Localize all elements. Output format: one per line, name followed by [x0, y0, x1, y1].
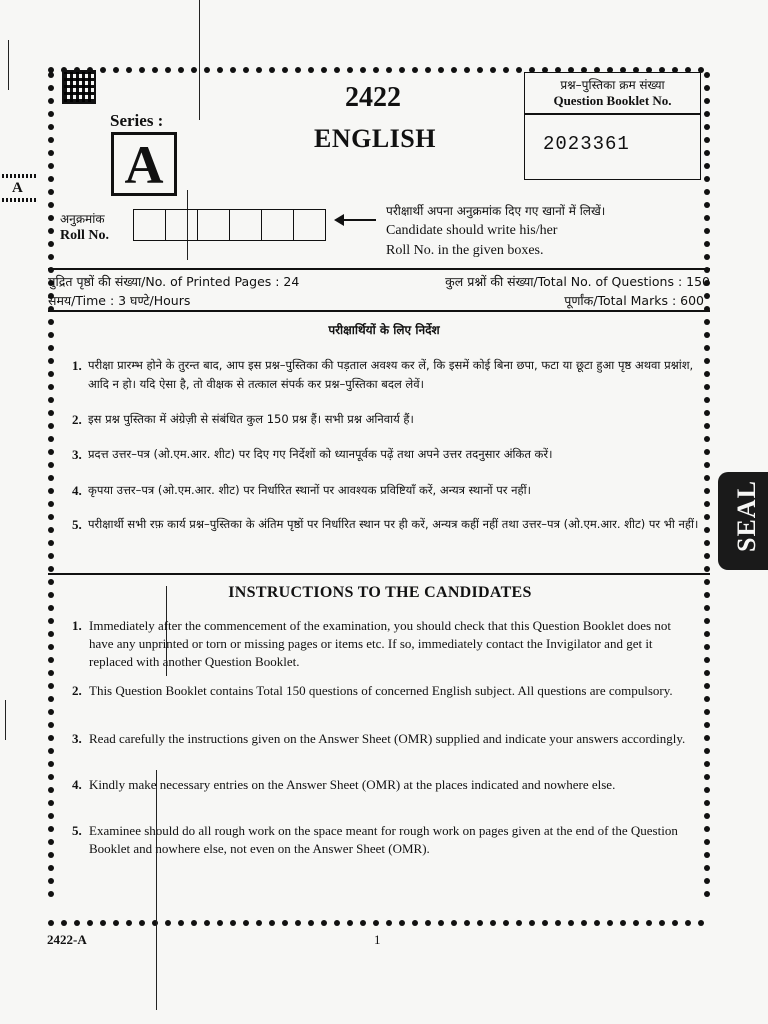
border-dot	[704, 111, 710, 117]
border-dot	[126, 920, 132, 926]
english-instruction-4: 4. Kindly make necessary entries on the Answer Sheet (OMR) at the places indicated and nowhere else.	[72, 777, 616, 792]
border-dot	[230, 67, 236, 73]
border-dot	[48, 137, 54, 143]
side-series-badge	[0, 174, 40, 206]
border-dot	[48, 436, 54, 442]
border-dot	[178, 920, 184, 926]
border-dot	[321, 920, 327, 926]
border-dot	[48, 709, 54, 715]
footer-code: 2422-A	[47, 932, 87, 947]
border-dot	[334, 920, 340, 926]
border-dot	[48, 787, 54, 793]
border-dot	[204, 67, 210, 73]
border-dot	[594, 920, 600, 926]
border-dot	[48, 228, 54, 234]
border-dot	[704, 891, 710, 897]
english-instruction-1: 1. Immediately after the commencement of the examination, you should check that this Question Booklet does not have any unprinted or torn or missing pages or items etc. If so, immediately contact the Invigilator and get it replaced with another Question Booklet.	[72, 618, 671, 669]
border-dot	[48, 631, 54, 637]
border-dot	[48, 527, 54, 533]
border-dot	[217, 920, 223, 926]
border-dot	[113, 67, 119, 73]
border-dot	[48, 371, 54, 377]
border-dot	[48, 878, 54, 884]
border-dot	[308, 67, 314, 73]
border-dot	[152, 67, 158, 73]
border-dot	[48, 345, 54, 351]
border-dot	[490, 67, 496, 73]
border-dot	[503, 920, 509, 926]
fold-line	[5, 700, 6, 740]
border-dot	[646, 920, 652, 926]
border-dot	[165, 67, 171, 73]
english-instruction-5: 5. Examinee should do all rough work on the space meant for rough work on pages given at the end of the Question Booklet and nowhere else, not even on the Answer Sheet (OMR).	[72, 823, 678, 856]
border-dot	[48, 553, 54, 559]
border-dot	[48, 475, 54, 481]
border-dot	[704, 202, 710, 208]
border-dot	[607, 920, 613, 926]
border-dot	[704, 501, 710, 507]
border-dot	[704, 683, 710, 689]
border-dot	[704, 813, 710, 819]
border-dot	[360, 67, 366, 73]
border-dot	[438, 67, 444, 73]
border-dot	[360, 920, 366, 926]
seal-label: SEAL	[732, 480, 761, 552]
border-dot	[113, 920, 119, 926]
border-dot	[48, 85, 54, 91]
border-dot	[48, 774, 54, 780]
border-dot	[217, 67, 223, 73]
exam-time: समय/Time : 3 घण्टे/Hours	[48, 293, 191, 308]
border-dot	[48, 605, 54, 611]
border-dot	[256, 920, 262, 926]
border-dot	[399, 920, 405, 926]
border-dot	[704, 215, 710, 221]
border-dot	[48, 163, 54, 169]
border-dot	[48, 826, 54, 832]
border-dot	[48, 540, 54, 546]
border-dot	[48, 891, 54, 897]
hindi-instruction-2: 2. इस प्रश्न पुस्तिका में अंग्रेज़ी से संबंधित कुल 150 प्रश्न हैं। सभी प्रश्न अनिवार्य हैं।	[72, 412, 414, 427]
border-dot	[704, 293, 710, 299]
border-dot	[373, 67, 379, 73]
border-dot	[704, 163, 710, 169]
border-dot	[704, 228, 710, 234]
border-dot	[620, 920, 626, 926]
roll-note-english-2: Roll No. in the given boxes.	[386, 243, 544, 258]
border-dot	[48, 644, 54, 650]
border-dot	[48, 488, 54, 494]
border-dot	[704, 72, 710, 78]
border-dot	[334, 67, 340, 73]
border-dot	[191, 67, 197, 73]
border-dot	[48, 852, 54, 858]
border-dot	[704, 384, 710, 390]
side-series-letter: A	[12, 180, 23, 196]
border-dot	[704, 644, 710, 650]
border-dot	[48, 423, 54, 429]
border-dot	[704, 800, 710, 806]
border-dot	[139, 67, 145, 73]
border-dot	[139, 920, 145, 926]
roll-box[interactable]	[134, 210, 166, 240]
arrow-left-icon	[336, 219, 376, 221]
border-dot	[412, 67, 418, 73]
series-value: A	[111, 132, 177, 196]
border-dot	[685, 920, 691, 926]
border-dot	[48, 920, 54, 926]
border-dot	[425, 920, 431, 926]
border-dot	[399, 67, 405, 73]
border-dot	[704, 631, 710, 637]
printed-pages: मुद्रित पृष्ठों की संख्या/No. of Printed Pages : 24	[48, 274, 300, 289]
border-dot	[48, 189, 54, 195]
border-dot	[704, 176, 710, 182]
border-dot	[48, 384, 54, 390]
subject-title: ENGLISH	[314, 124, 436, 153]
booklet-label-hindi: प्रश्न–पुस्तिका क्रम संख्या	[560, 78, 665, 92]
border-dot	[464, 67, 470, 73]
border-dot	[555, 920, 561, 926]
border-dot	[704, 722, 710, 728]
border-dot	[282, 920, 288, 926]
left-dot-border	[48, 72, 56, 904]
border-dot	[48, 761, 54, 767]
border-dot	[347, 920, 353, 926]
border-dot	[704, 397, 710, 403]
border-dot	[464, 920, 470, 926]
border-dot	[48, 254, 54, 260]
border-dot	[704, 696, 710, 702]
border-dot	[704, 514, 710, 520]
border-dot	[61, 920, 67, 926]
border-dot	[581, 920, 587, 926]
border-dot	[282, 67, 288, 73]
border-dot	[48, 111, 54, 117]
border-dot	[704, 462, 710, 468]
border-dot	[672, 920, 678, 926]
border-dot	[152, 920, 158, 926]
top-dot-border	[48, 60, 711, 68]
roll-box[interactable]	[198, 210, 230, 240]
roll-note	[386, 201, 605, 261]
border-dot	[704, 852, 710, 858]
hindi-instructions-title: परीक्षार्थियों के लिए निर्देश	[328, 323, 440, 337]
border-dot	[704, 345, 710, 351]
border-dot	[516, 67, 522, 73]
bottom-dot-border	[48, 913, 711, 921]
border-dot	[100, 920, 106, 926]
fold-line	[156, 770, 157, 1010]
border-dot	[243, 920, 249, 926]
border-dot	[165, 920, 171, 926]
border-dot	[178, 67, 184, 73]
hindi-instruction-3: 3. प्रदत्त उत्तर–पत्र (ओ.एम.आर. शीट) पर दिए गए निर्देशों को ध्यानपूर्वक पढ़ें तथा अपने उत्तर तदनुसार अंकित करें।	[72, 447, 553, 462]
border-dot	[438, 920, 444, 926]
border-dot	[74, 920, 80, 926]
border-dot	[100, 67, 106, 73]
border-dot	[704, 436, 710, 442]
roll-note-hindi: परीक्षार्थी अपना अनुक्रमांक दिए गए खानों में लिखें।	[386, 204, 606, 218]
border-dot	[704, 150, 710, 156]
border-dot	[704, 488, 710, 494]
border-dot	[477, 920, 483, 926]
booklet-number-box	[524, 72, 701, 180]
border-dot	[269, 920, 275, 926]
border-dot	[704, 241, 710, 247]
qr-code	[62, 70, 96, 104]
border-dot	[704, 839, 710, 845]
border-dot	[347, 67, 353, 73]
border-dot	[48, 683, 54, 689]
border-dot	[48, 72, 54, 78]
border-dot	[633, 920, 639, 926]
booklet-label-english: Question Booklet No.	[553, 93, 672, 108]
hindi-instruction-1: 1. परीक्षा प्रारम्भ होने के तुरन्त बाद, आप इस प्रश्न–पुस्तिका की पड़ताल अवश्य कर लें, कि इसमें कोई बिना छपा, फटा या छूटा हुआ पृष्ठ अथवा प्रश्नांश, आदि न हो। यदि ऐसा है, तो वीक्षक से तत्काल संपर्क कर प्रश्न–पुस्तिका बदल लेवें।	[72, 358, 694, 391]
booklet-number: 2023361	[543, 133, 630, 155]
border-dot	[659, 920, 665, 926]
border-dot	[704, 748, 710, 754]
roll-box[interactable]	[230, 210, 262, 240]
series-label: Series :	[110, 111, 164, 130]
border-dot	[704, 774, 710, 780]
english-instructions-title: INSTRUCTIONS TO THE CANDIDATES	[228, 584, 532, 601]
border-dot	[191, 920, 197, 926]
border-dot	[698, 920, 704, 926]
border-dot	[48, 98, 54, 104]
border-dot	[704, 85, 710, 91]
border-dot	[704, 618, 710, 624]
border-dot	[704, 254, 710, 260]
english-instruction-3: 3. Read carefully the instructions given on the Answer Sheet (OMR) supplied and indicate your answers accordingly.	[72, 731, 686, 746]
border-dot	[48, 150, 54, 156]
fold-line	[8, 40, 9, 90]
page-number: 1	[374, 932, 381, 947]
border-dot	[295, 920, 301, 926]
paper-code: 2422	[345, 82, 401, 113]
border-dot	[704, 553, 710, 559]
border-dot	[425, 67, 431, 73]
border-dot	[704, 124, 710, 130]
border-dot	[373, 920, 379, 926]
border-dot	[48, 462, 54, 468]
fold-line	[199, 0, 200, 120]
border-dot	[503, 67, 509, 73]
border-dot	[48, 813, 54, 819]
roll-box[interactable]	[262, 210, 294, 240]
border-dot	[386, 920, 392, 926]
border-dot	[704, 98, 710, 104]
border-dot	[48, 449, 54, 455]
border-dot	[230, 920, 236, 926]
border-dot	[48, 566, 54, 572]
border-dot	[704, 371, 710, 377]
border-dot	[243, 67, 249, 73]
border-dot	[704, 410, 710, 416]
border-dot	[48, 839, 54, 845]
roll-box[interactable]	[166, 210, 198, 240]
border-dot	[568, 920, 574, 926]
border-dot	[48, 202, 54, 208]
border-dot	[704, 787, 710, 793]
border-dot	[269, 67, 275, 73]
border-dot	[704, 735, 710, 741]
english-instruction-2: 2. This Question Booklet contains Total 150 questions of concerned English subject. All questions are compulsory.	[72, 683, 673, 698]
border-dot	[704, 527, 710, 533]
border-dot	[704, 761, 710, 767]
hindi-instruction-5: 5. परीक्षार्थी सभी रफ़ कार्य प्रश्न–पुस्तिका के अंतिम पृष्ठों पर निर्धारित स्थान पर ही करें, अन्यत्र कहीं नहीं तथा उत्तर–पत्र (ओ.एम.आर. शीट) पर भी नहीं।	[72, 517, 699, 532]
border-dot	[126, 67, 132, 73]
border-dot	[256, 67, 262, 73]
border-dot	[704, 540, 710, 546]
roll-note-english-1: Candidate should write his/her	[386, 223, 558, 238]
border-dot	[704, 475, 710, 481]
border-dot	[704, 670, 710, 676]
border-dot	[48, 748, 54, 754]
border-dot	[48, 670, 54, 676]
border-dot	[704, 449, 710, 455]
border-dot	[48, 618, 54, 624]
border-dot	[87, 920, 93, 926]
roll-label-english: Roll No.	[60, 228, 109, 243]
border-dot	[516, 920, 522, 926]
border-dot	[704, 189, 710, 195]
divider	[48, 310, 710, 312]
border-dot	[451, 67, 457, 73]
border-dot	[321, 67, 327, 73]
border-dot	[704, 878, 710, 884]
hindi-instruction-4: 4. कृपया उत्तर–पत्र (ओ.एम.आर. शीट) पर निर्धारित स्थानों पर आवश्यक प्रविष्टियाँ करें, अन्यत्र स्थानों पर नहीं।	[72, 483, 531, 498]
border-dot	[704, 605, 710, 611]
border-dot	[48, 397, 54, 403]
total-questions: कुल प्रश्नों की संख्या/Total No. of Questions : 150	[445, 274, 710, 289]
border-dot	[48, 410, 54, 416]
border-dot	[529, 920, 535, 926]
border-dot	[490, 920, 496, 926]
border-dot	[386, 67, 392, 73]
border-dot	[412, 920, 418, 926]
roll-box[interactable]	[294, 210, 325, 240]
border-dot	[704, 423, 710, 429]
divider	[48, 573, 710, 575]
border-dot	[704, 657, 710, 663]
border-dot	[704, 709, 710, 715]
border-dot	[451, 920, 457, 926]
right-dot-border	[704, 72, 712, 904]
border-dot	[542, 920, 548, 926]
border-dot	[48, 722, 54, 728]
border-dot	[308, 920, 314, 926]
border-dot	[295, 67, 301, 73]
border-dot	[704, 137, 710, 143]
roll-number-boxes[interactable]	[133, 209, 326, 241]
border-dot	[48, 657, 54, 663]
border-dot	[704, 566, 710, 572]
border-dot	[48, 800, 54, 806]
border-dot	[48, 124, 54, 130]
border-dot	[477, 67, 483, 73]
border-dot	[48, 358, 54, 364]
border-dot	[704, 826, 710, 832]
border-dot	[704, 865, 710, 871]
border-dot	[48, 241, 54, 247]
seal-tab	[718, 472, 768, 570]
total-marks: पूर्णांक/Total Marks : 600	[564, 293, 704, 308]
border-dot	[48, 696, 54, 702]
border-dot	[704, 358, 710, 364]
divider	[48, 268, 710, 270]
border-dot	[48, 501, 54, 507]
border-dot	[48, 735, 54, 741]
border-dot	[48, 514, 54, 520]
roll-label-hindi: अनुक्रमांक	[60, 212, 105, 226]
border-dot	[48, 176, 54, 182]
border-dot	[48, 865, 54, 871]
border-dot	[204, 920, 210, 926]
border-dot	[48, 215, 54, 221]
